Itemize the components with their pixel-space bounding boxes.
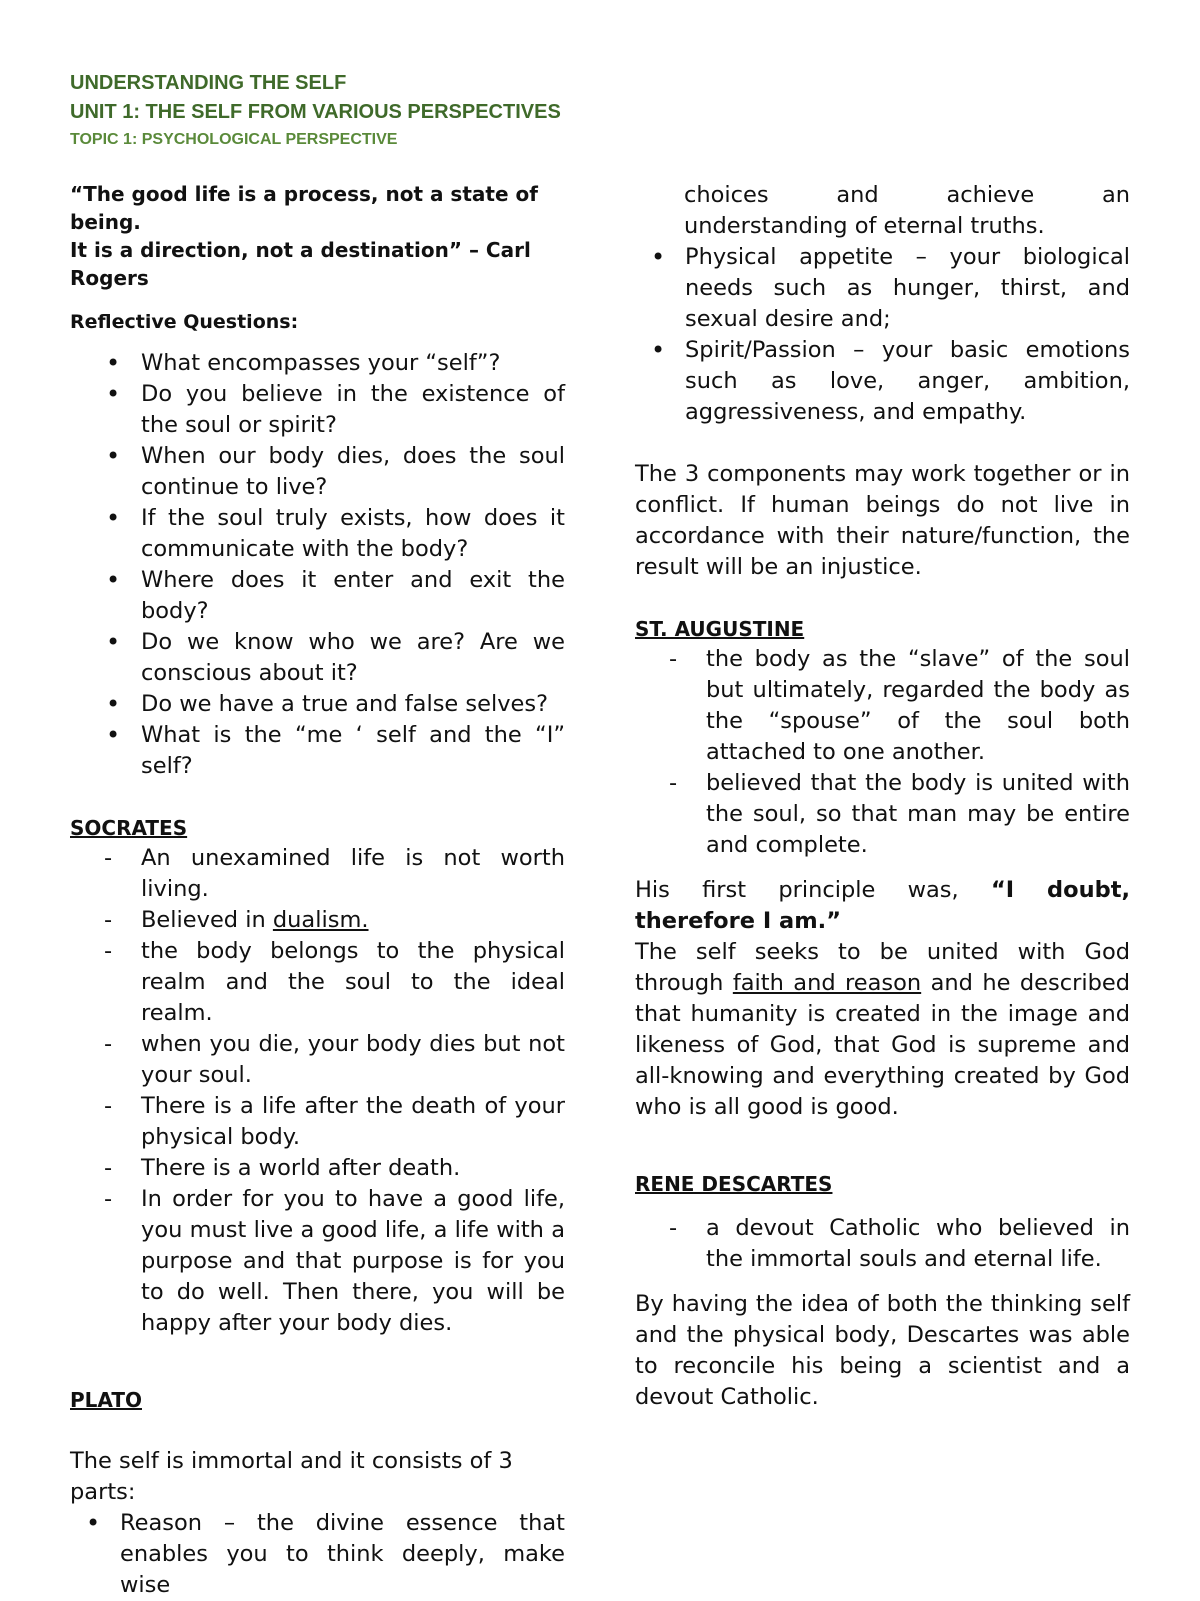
dualism-prefix: Believed in <box>141 907 273 933</box>
plato-heading: PLATO <box>70 1388 142 1412</box>
list-item: - the body belongs to the physical realm and the soul to the ideal realm. <box>70 936 565 1029</box>
list-item: - the body as the “slave” of the soul but ultimately, regarded the body as the “spouse” of the soul both attached to one another. <box>635 644 1130 768</box>
list-item: - a devout Catholic who believed in the immortal souls and eternal life. <box>635 1213 1130 1275</box>
descartes-heading: RENE DESCARTES <box>635 1172 833 1196</box>
topic-title: TOPIC 1: PSYCHOLOGICAL PERSPECTIVE <box>70 131 398 148</box>
list-item: • Do we have a true and false selves? <box>70 689 565 720</box>
rogers-quote <box>70 180 565 292</box>
reason-continued-line-1: choices and achieve an <box>684 182 1130 208</box>
plato-summary: The 3 components may work together or in conflict. If human beings do not live in accordance with their nature/function, the result will be an injustice. <box>635 461 1130 580</box>
descartes-list <box>635 1213 1130 1275</box>
augustine-heading: ST. AUGUSTINE <box>635 617 805 641</box>
socrates-list <box>70 843 565 1339</box>
list-item: - There is a world after death. <box>70 1153 565 1184</box>
list-item: - believed that the body is united with the soul, so that man may be entire and complete. <box>635 768 1130 861</box>
list-item: - There is a life after the death of your physical body. <box>70 1091 565 1153</box>
augustine-list <box>635 644 1130 861</box>
reflective-questions-list <box>70 348 565 782</box>
list-item: • If the soul truly exists, how does it communicate with the body? <box>70 503 565 565</box>
quote-line-2: It is a direction, not a destination” – Carl Rogers <box>70 238 531 290</box>
principle-quote: “I doubt, therefore I am.” <box>635 877 1131 934</box>
list-item: • Reason – the divine essence that enables you to think deeply, make wise <box>70 1508 565 1601</box>
para-part-1: The self seeks to be united with God through <box>635 939 1130 996</box>
list-item: - when you die, your body dies but not your soul. <box>70 1029 565 1091</box>
list-item: - An unexamined life is not worth living. <box>70 843 565 905</box>
augustine-paragraph <box>635 937 1130 1123</box>
plato-intro: The self is immortal and it consists of 3 parts: <box>70 1448 513 1505</box>
plato-parts-list-end <box>635 242 1130 428</box>
reflective-questions-title: Reflective Questions: <box>70 311 299 333</box>
list-item: • When our body dies, does the soul continue to live? <box>70 441 565 503</box>
list-item: • Where does it enter and exit the body? <box>70 565 565 627</box>
descartes-paragraph: By having the idea of both the thinking self and the physical body, Descartes was able to reconcile his being a scientist and a devout Catholic. <box>635 1291 1130 1410</box>
list-item: - In order for you to have a good life, you must live a good life, a life with a purpose and that purpose is for you to do well. Then there, you will be happy after your body dies. <box>70 1184 565 1339</box>
quote-line-1: “The good life is a process, not a state of being. <box>70 182 538 234</box>
course-title: UNDERSTANDING THE SELF <box>70 72 347 94</box>
para-part-2: and he described that humanity is created in the image and likeness of God, that God is supreme and all-knowing and everything created by God who is all good is good. <box>635 970 1130 1120</box>
left-column <box>70 180 565 1601</box>
dualism-term: dualism. <box>272 907 369 933</box>
right-column <box>635 180 1130 1413</box>
list-item: • Physical appetite – your biological needs such as hunger, thirst, and sexual desire and; <box>635 242 1130 335</box>
list-item <box>70 905 565 936</box>
socrates-heading: SOCRATES <box>70 816 188 840</box>
faith-and-reason-term: faith and reason <box>732 970 922 996</box>
plato-parts-list-start <box>70 1508 565 1601</box>
list-item: • What encompasses your “self”? <box>70 348 565 379</box>
unit-title: UNIT 1: THE SELF FROM VARIOUS PERSPECTIVES <box>70 101 561 123</box>
list-item: • Do you believe in the existence of the soul or spirit? <box>70 379 565 441</box>
list-item: • Do we know who we are? Are we conscious about it? <box>70 627 565 689</box>
reason-continued-line-2: understanding of eternal truths. <box>684 213 1045 239</box>
augustine-principle <box>635 875 1130 937</box>
list-item: • What is the “me ‘ self and the “I” self? <box>70 720 565 782</box>
principle-prefix: His first principle was, <box>635 877 991 903</box>
list-item: • Spirit/Passion – your basic emotions such as love, anger, ambition, aggressiveness, and empathy. <box>635 335 1130 428</box>
